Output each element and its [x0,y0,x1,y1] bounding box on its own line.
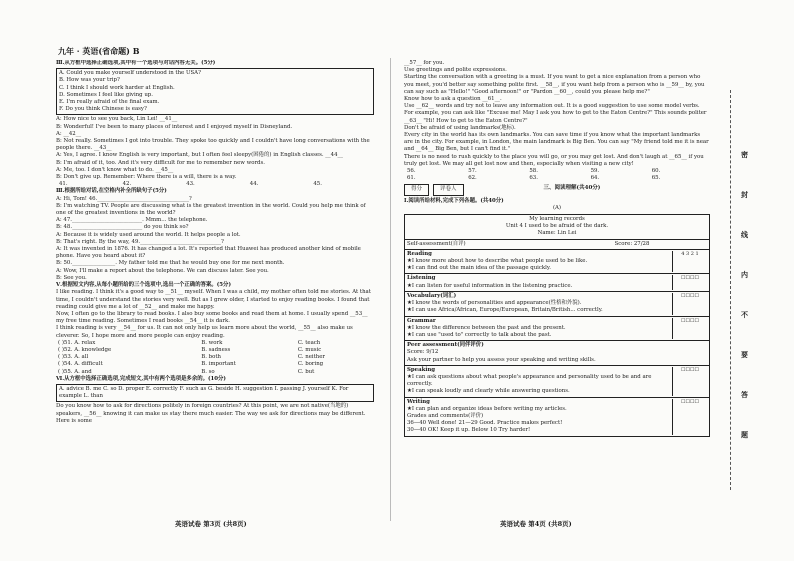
answer-blank[interactable]: 64. [590,175,600,182]
page-divider [390,58,391,521]
answer-blank[interactable]: 61. [407,175,416,182]
row-head: Listening [407,275,436,282]
paragraph: Every city in the world has its own landmarks. You can save time if you know what the important landmarks are in the city. For example, in London, the main landmark is Big Ben. You can say "My friend told me it is near and __64__ Big Ben, but I can't find it." [404,132,709,153]
passage-label: (A) [552,204,562,211]
dialogue-line: A: Hi, Tom! 46.__________________________________? [56,195,192,202]
paragraph: __57__ for you. [404,60,445,66]
choice[interactable]: B. important [201,361,236,368]
row-item: ★I know the words of personalities and appearance(性格和外貌). [407,300,582,307]
row-item: ★I can use Africa/African, Europe/European, Britain/British... correctly. [407,307,603,314]
answer-blank[interactable]: 44. [249,181,259,188]
paragraph: Use __62__ words and try not to leave any information out. It is a good suggestion to use some model verbs. For example, you can ask like "Excuse me! May I ask you how to get to the Eaton Centre?" This sounds politer __63__ "Hi! How to get to the Eaton Centre?" [404,103,707,124]
record-title: My learning records [529,216,585,223]
answer-blank[interactable]: 63. [529,175,538,182]
seal-char: 密 [741,150,748,159]
seal-char: 线 [741,230,748,239]
row-head: Grammar [407,317,436,324]
section-title: Ⅲ.根据所给对话,在空格内补全所缺句子(5分) [56,188,167,195]
learning-record-table [404,214,710,436]
choice[interactable]: ( )52. A. knowledge [58,346,112,353]
word-box: A. advice B. me C. so D. proper E. correctly F. such as G. beside H. suggestion I. passing J. yourself K. For example L. than [56,384,374,402]
dialogue-line: B: 50.________________. My father told me that he would buy one for me next month. [56,260,285,267]
choice-row [56,369,374,376]
answer-blank[interactable]: 43. [186,181,195,188]
section-title: Ⅰ.阅读所给材料,完成下列各题。(共40分) [404,197,504,204]
record-row [405,273,709,290]
answer-blank[interactable]: 58. [529,168,538,175]
row-item: Score: 9/12 [407,349,439,356]
record-row [405,249,709,274]
paragraph: Do you know how to ask for directions politely in foreign countries? At this point, we are not native(当地的) speakers, __56__ knowing it can make us stay there much easier. The way we ask for directions may be different. Here is some [56,403,366,424]
score-box [404,184,710,195]
grades-line: 30—40 OK! Keep it up. Below 10 Try harder! [407,427,531,434]
dialogue-line: B: I'm watching TV. People are discussing what is the greatest invention in the world. Could you help me think of one of the greatest inventions in the world? [56,202,366,217]
option: A. Could you make yourself understood in the USA? [59,70,201,77]
row-item: ★I can ask questions about what people's appearance and personality used to be and are correctly. [407,373,652,388]
choice-row [56,340,374,347]
right-page [404,60,710,515]
rating-scale[interactable]: ☐☐☐☐ [672,367,707,396]
section-title: Ⅲ.从方框中选择正确选项,其中有一个选项与对话内容无关。(5分) [56,60,216,66]
choice[interactable]: C. neither [297,354,326,361]
dialogue-line: B: That's right. By the way, 49.______________________________? [56,238,224,245]
row-item: ★I can listen for useful information in the listening practice. [407,282,573,289]
rating-scale[interactable]: 4 3 2 1 [672,251,707,273]
paragraph: I think reading is very __54__ for us. It can not only help us learn more about the world, __55__ also make us cleverer. So, I hope more and more people can enjoy reading. [56,325,353,339]
record-row [405,365,709,397]
choice-row [56,361,374,368]
choice[interactable]: B. sadness [201,346,231,353]
option: C. I think I should work harder at English. [59,84,175,91]
choice[interactable]: ( )51. A. relax [58,339,96,346]
answer-blank[interactable]: 42. [122,181,132,188]
paragraph: Know how to ask a question __61__. [404,96,502,103]
dialogue-line: A: It was invented in 1876. It has changed a lot. It's reported that Huawei has produced another kind of mobile phone. Have you heard about it? [56,246,361,260]
rating-scale[interactable]: ☐☐☐☐ [672,275,707,289]
choice[interactable]: ( )55. A. and [58,368,92,375]
choice[interactable]: ( )54. A. difficult [58,361,103,368]
record-row [405,316,709,341]
choice-row [56,354,374,361]
seal-char: 不 [741,310,748,319]
dialogue-line: A: Me, too. I don't know what to do. __45__ [56,166,174,173]
dialogue-line: A: 47.__________________________. Mmm... the telephone. [56,217,208,224]
paragraph: Starting the conversation with a greeting is a must. If you want to get a nice explanation from a person who you meet, you'd better say something polite first. __58__, if you want help from a person who is __59__ by, you can say such as "Hello!" "Good afternoon!" or "Pardon __60__, could you please help me?" [404,74,705,95]
row-item: ★I know more about how to describe what people used to be like. [407,258,588,265]
option: E. I'm really afraid of the final exam. [59,99,160,106]
paragraph: Now, I often go to the library to read books. I also buy some books and read them at home. I usually spend __53__ my free time reading. Sometimes I read books __54__ it is dark. [56,310,368,325]
row-head: Speaking [407,366,436,373]
grader-cell: 评卷人 [433,184,464,195]
row-head: Reading [407,250,432,257]
dialogue-line: B: Don't give up. Remember: Where there is a will, there is a way. [56,174,237,181]
answer-blank[interactable]: 59. [590,168,600,175]
paragraph: There is no need to rush quickly to the place you will go, or you may get lost. And don't laugh at __65__ if you truly get lost. We may all get lost now and then, especially when visiting a new city! [404,153,704,167]
dialogue-line: A: Wow, I'll make a report about the telephone. We can discuss later. See you. [56,267,269,274]
answer-blank[interactable]: 56. [407,168,416,175]
record-name: Name: Lin Lei [537,230,577,237]
choice[interactable]: C. music [297,346,322,353]
dialogue-line: B: Not really. Sometimes I got into trouble. They spoke too quickly and I couldn't have long conversations with the people there. __43__ [56,138,370,152]
row-item: Ask your partner to help you assess your speaking and writing skills. [407,356,596,363]
row-head: Writing [407,398,430,405]
left-footer: 英语试卷 第3页 (共8页) [175,520,247,528]
seal-char: 封 [741,190,748,199]
dialogue-line: A: How nice to see you back, Lin Lei! __41__ [56,116,178,123]
option: F. Do you think Chinese is easy? [59,106,147,113]
choice[interactable]: B. so [201,368,215,375]
paragraph: Don't be afraid of using landmarks(地标). [404,124,516,131]
row-head: Vocabulary(词汇) [407,292,457,299]
dialogue-line: A: Yes, I agree. I know English is very important, but I often feel sleepy(困倦的) in English classes. __44__ [56,152,343,159]
record-score: Score: 27/28 [614,240,650,247]
section-title: Ⅴ.根据短文内容,从每小题所给的三个选项中,选出一个正确的答案。(5分) [56,282,231,289]
choice-table [56,340,374,376]
choice[interactable]: ( )53. A. all [58,354,89,361]
row-item: ★I can plan and organize ideas before writing my articles. [407,405,567,412]
record-row [405,397,709,436]
row-item: ★I can use "used to" correctly to talk about the past. [407,331,552,338]
answer-blank[interactable]: 62. [468,175,477,182]
grades-title: Grades and comments(评价) [407,412,484,419]
record-title-row [405,215,709,239]
row-item: ★I know the difference between the past and the present. [407,324,566,331]
left-page [56,60,374,515]
dialogue-line: B: Wonderful! I've been to many places of interest and I enjoyed myself in Disneyland. [56,123,293,130]
paragraph: Use greetings and polite expressions. [404,67,507,74]
record-row [405,340,709,365]
dialogue-line: B: I'm afraid of it, too. And it's very difficult for me to remember new words. [56,159,265,166]
right-footer: 英语试卷 第4页 (共8页) [500,520,572,528]
answer-blank[interactable]: 41. [59,181,68,188]
answer-blanks [404,168,710,182]
row-head: Peer assessment(同伴评价) [407,342,484,349]
choice-row [56,347,374,354]
dialogue-line: A: __42__ [56,130,82,137]
record-row [405,291,709,316]
seal-char: 题 [741,430,748,439]
choice[interactable]: C. but [297,368,315,375]
seal-char: 要 [741,350,748,359]
answer-blank[interactable]: 45. [313,181,322,188]
rating-scale[interactable]: ☐☐☐☐ [672,318,707,340]
seal-char: 答 [741,390,748,399]
answer-blank[interactable]: 65. [651,175,661,182]
rating-scale[interactable]: ☐☐☐☐ [672,293,707,315]
record-unit: Unit 4 I used to be afraid of the dark. [505,223,609,230]
row-item: ★I can find out the main idea of the passage quickly. [407,265,551,272]
options-box [56,68,374,115]
seal-line [730,90,731,490]
record-self-row [405,239,709,249]
row-item: ★I can speak loudly and clearly while answering questions. [407,388,570,395]
grades-line: 36—40 Well done! 21—29 Good. Practice makes perfect! [407,420,563,427]
choice[interactable]: B. work [201,339,223,346]
page-header: 九年 · 英语(省命题) B [58,46,140,56]
option: D. Sometimes I feel like giving up. [59,91,153,98]
rating-scale[interactable]: ☐☐☐☐ [672,399,707,435]
dialogue-line: B: 48.__________________________ do you think so? [56,224,189,231]
choice[interactable]: C. teach [297,339,321,346]
choice[interactable]: B. both [201,354,222,361]
section-heading: 三、阅读理解(共40分) [543,185,601,192]
answer-blank[interactable]: 57. [468,168,477,175]
option: B. How was your trip? [59,77,120,84]
answer-blank[interactable]: 60. [651,168,661,175]
dialogue-line: A: Because it is widely used around the world. It helps people a lot. [56,231,241,238]
dialogue-line: B: See you. [56,274,87,281]
section-title: Ⅵ.从方框中选择正确选项,完成短文,其中有两个选项是多余的。(10分) [56,375,226,382]
score-cell: 得分 [404,184,429,195]
record-self: Self-assessment(自评) [407,240,466,247]
seal-char: 内 [741,270,748,279]
paragraph: I like reading. I think it's a good way to __51__ myself. When I was a child, my mother often told me stories. At that time, I couldn't understand the stories very well. But as I grew older, I started to enjoy reading books. I found that reading could give me a lot of __52__ and make me happy. [56,289,371,310]
choice[interactable]: C. boring [297,361,324,368]
